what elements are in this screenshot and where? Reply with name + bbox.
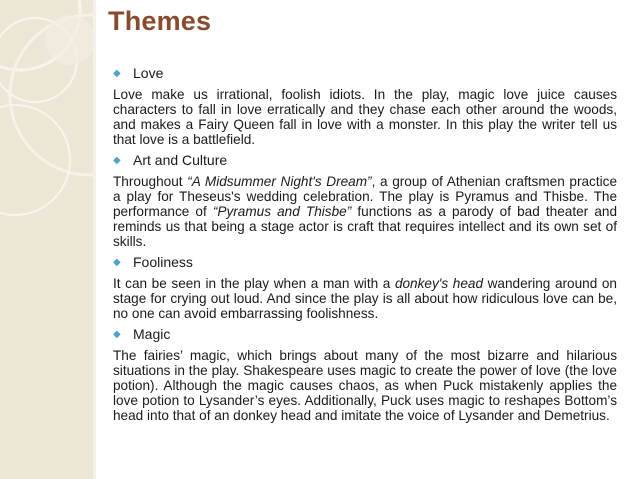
emphasis-italic: donkey's head	[394, 276, 484, 291]
bullet-dot-icon: ◆	[113, 257, 121, 268]
theme-heading-text: Fooliness	[133, 254, 193, 270]
play-title-italic: “Pyramus and Thisbe”	[212, 204, 352, 219]
decorative-circles-graphic	[0, 0, 93, 479]
theme-heading-text: Magic	[133, 326, 171, 342]
paragraph-text: wandering around on stage for crying out loud. And since the play is all about how ridiculous love can be, no one can avoid embarrassing foolishness.	[113, 276, 617, 321]
slide-content	[113, 64, 617, 427]
paragraph-text: , a group of Athenian craftsmen practice a play for Theseus's wedding celebration. The play is Pyramus and Thisbe. The performance of	[113, 174, 618, 219]
theme-love-paragraph: Love make us irrational, foolish idiots. In the play, magic love juice causes characters to fall in love erratically and they chase each other around the woods, and makes a Fairy Queen fall in love with a monster. In this play the writer tell us that love is a battlefield.	[113, 87, 617, 147]
paragraph-text: functions as a parody of bad theater and reminds us that being a stage actor is craft that requires intellect and its own set of skills.	[113, 204, 617, 249]
theme-magic-paragraph: The fairies’ magic, which brings about many of the most bizarre and hilarious situations in the play. Shakespeare uses magic to create the power of love (the love potion). Although the magic causes chaos, as when Puck mistakenly applies the love potion to Lysander’s eyes. Additionally, Puck uses magic to reshapes Bottom’s head into that of an donkey head and imitate the voice of Lysander and Demetrius.	[113, 348, 617, 423]
bullet-dot-icon: ◆	[113, 155, 121, 166]
slide-title: Themes	[108, 6, 212, 36]
theme-fooliness-heading	[113, 253, 617, 272]
theme-magic-heading	[113, 325, 617, 344]
bullet-dot-icon: ◆	[113, 68, 121, 79]
theme-heading-text: Art and Culture	[133, 152, 228, 168]
play-title-italic: “A Midsummer Night's Dream”	[187, 174, 372, 189]
paragraph-text: Throughout	[113, 174, 188, 189]
theme-art-paragraph	[113, 174, 617, 249]
decorative-sidebar	[0, 0, 93, 479]
theme-art-heading	[113, 151, 617, 170]
theme-love-heading	[113, 64, 617, 83]
theme-heading-text: Love	[133, 65, 164, 81]
theme-fooliness-paragraph	[113, 276, 617, 321]
paragraph-text: It can be seen in the play when a man with a	[113, 276, 395, 291]
sidebar-divider	[93, 0, 96, 479]
bullet-dot-icon: ◆	[113, 329, 121, 340]
